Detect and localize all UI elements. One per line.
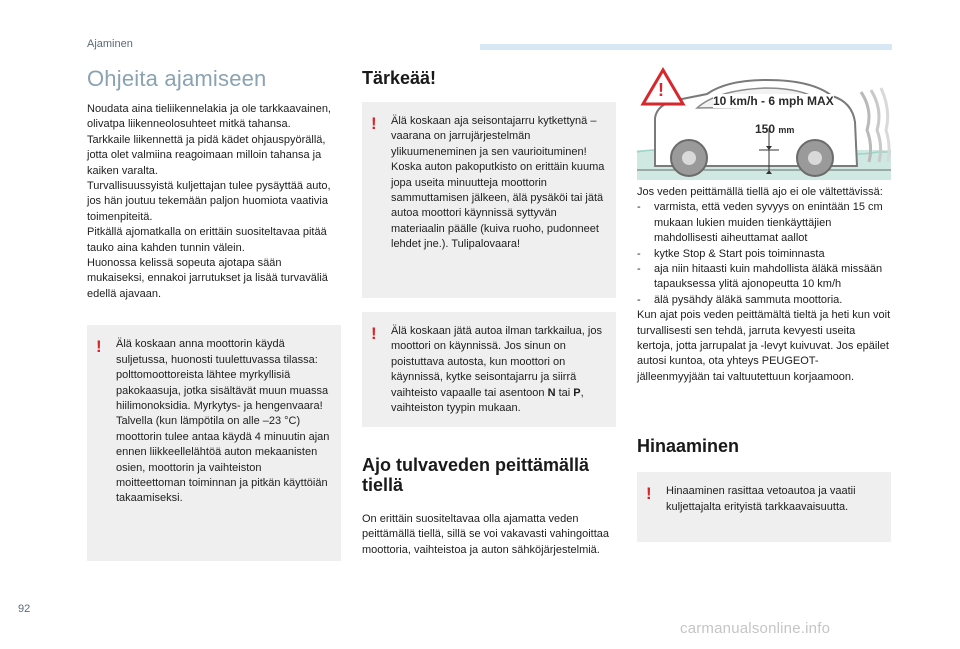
warning-box-parking-brake <box>362 102 616 298</box>
water-depth-label <box>755 122 794 136</box>
warning-box-exhaust <box>87 325 341 561</box>
section-title-flooded-road: Ajo tulvaveden peittämällä tiellä <box>362 455 590 495</box>
warning-exclamation-icon: ! <box>96 337 102 357</box>
warning-box-towing <box>637 472 891 542</box>
gear-n: N <box>547 386 556 399</box>
paragraph: Huonossa kelissä sopeuta ajotapa sään mukaiseksi, ennakoi jarrutukset ja lisää turvaväliä edellä ajavaan. <box>87 257 328 300</box>
paragraph: Turvallisuussyistä kuljettajan tulee pysäyttää auto, jos hän joutuu tekemään paljon huomiota vaativia toimenpiteitä. <box>87 180 331 223</box>
list-item-text: aja niin hitaasti kuin mahdollista äläkä missään tapauksessa ylitä ajonopeutta 10 km/h <box>654 263 883 291</box>
section-title-towing: Hinaaminen <box>637 436 740 457</box>
warning-exclamation-icon: ! <box>371 324 377 343</box>
paragraph: Noudata aina tieliikennelakia ja ole tarkkaavainen, olivatpa liikenneolosuhteet mitkä tahansa. <box>87 103 331 131</box>
warning-text: Älä koskaan aja seisontajarru kytkettynä – vaarana on jarrujärjestelmän ylikuumeneminen ja sen vaurioituminen! Koska auton pakoputkisto on erittäin kuuma jopa useita minuutteja moottorin sammuttamisen jälkeen, älä pysäköi tai jätä autoa moottori käynnissä syttyvän materiaalin päälle (kuiva ruoho, pudonneet lehdet jne.). Tulipalovaara! <box>391 115 605 251</box>
warning-text-part: Älä koskaan jätä autoa ilman tarkkailua, jos moottori on käynnissä. Jos sinun on poistuttava autosta, kun moottori on käynnissä, kytke seisontajarru ja siirrä vaihteisto vapaalle tai asentoon <box>391 325 602 399</box>
paragraph: Tarkkaile liikennettä ja pidä kädet ohjauspyörällä, jotta olet valmiina reagoimaan milloin tahansa ja kaiken varalta. <box>87 133 326 177</box>
outro-text: Kun ajat pois veden peittämältä tieltä ja heti kun voit turvallisesti sen tehdä, jarruta kevyesti useita kertoja, jotta jarrupalat ja -levyt kuivuvat. Jos epäilet autosi kuntoa, ota yhteys PEUGEOT-jälleenmyyjään tai valtuutettuun korjaamoon. <box>637 309 891 383</box>
list-item-text: älä pysähdy äläkä sammuta moottoria. <box>654 293 843 306</box>
list-item <box>637 200 891 246</box>
warning-text-part: tai <box>555 386 574 399</box>
watermark: carmanualsonline.info <box>680 620 831 637</box>
page-title: Ohjeita ajamiseen <box>87 66 267 91</box>
page-number: 92 <box>18 603 31 615</box>
water-depth-unit: mm <box>778 125 795 135</box>
bullet-dash: - <box>637 263 641 276</box>
warning-text-part: , vaihteiston tyypin mukaan. <box>391 386 584 415</box>
water-depth-value: 150 <box>755 122 776 136</box>
warning-text: Älä koskaan anna moottorin käydä suljetussa, huonosti tuulettuvassa tilassa: polttomoottoreista lähtee myrkyllisiä pakokaasuja, jotka sisältävät muun muassa hiilimonoksidia. Myrkytys- ja hengenvaara! <box>116 338 329 412</box>
section-title-important: Tärkeää! <box>362 68 437 88</box>
list-item <box>637 293 891 308</box>
bullet-dash: - <box>637 293 641 306</box>
warning-exclamation-icon: ! <box>371 114 377 133</box>
warning-sign-mark: ! <box>658 80 664 100</box>
paragraph: Pitkällä ajomatkalla on erittäin suositeltavaa pitää tauko aina kahden tunnin välein. <box>87 226 327 254</box>
warning-box-unattended <box>362 312 616 427</box>
flooded-road-instructions <box>637 185 891 385</box>
intro-text: Jos veden peittämällä tiellä ajo ei ole vältettävissä: <box>637 186 883 198</box>
list-item-text: kytke Stop & Start pois toiminnasta <box>654 247 825 260</box>
list-item-text: varmista, että veden syvyys on enintään 15 cm mukaan lukien muiden tienkäyttäjien mahdollisesti aiheuttamat aallot <box>654 201 883 245</box>
column-driving-advice <box>87 66 341 561</box>
flooded-road-text: On erittäin suositeltavaa olla ajamatta veden peittämällä tiellä, sillä se voi vakavasti vahingoittaa moottoria, vaihteistoa ja auton sähköjärjestelmiä. <box>362 513 610 556</box>
list-item <box>637 247 891 262</box>
warning-text <box>391 324 606 416</box>
column-important <box>362 66 616 558</box>
flooded-road-illustration <box>637 66 891 180</box>
warning-text: Talvella (kun lämpötila on alle –23 °C) moottorin tulee antaa käydä 4 minuutin ajan ennen liikkeellelähtöä auton mekaanisten osien, moottorin ja vaihteiston moitteettoman toiminnan ja pitkän käyttöiän takaamiseksi. <box>116 415 330 505</box>
bullet-dash: - <box>637 247 641 260</box>
warning-exclamation-icon: ! <box>646 484 652 504</box>
gear-p: P <box>573 386 581 399</box>
column-flooded-road <box>637 66 891 542</box>
header-bar <box>480 44 892 50</box>
list-item <box>637 262 891 293</box>
driving-advice-text <box>87 102 341 302</box>
warning-text: Hinaaminen rasittaa vetoautoa ja vaatii kuljettajalta erityistä tarkkaavaisuutta. <box>666 485 856 513</box>
speed-limit-label: 10 km/h - 6 mph MAX <box>713 94 834 108</box>
running-header: Ajaminen <box>87 38 133 50</box>
bullet-dash: - <box>637 201 641 214</box>
